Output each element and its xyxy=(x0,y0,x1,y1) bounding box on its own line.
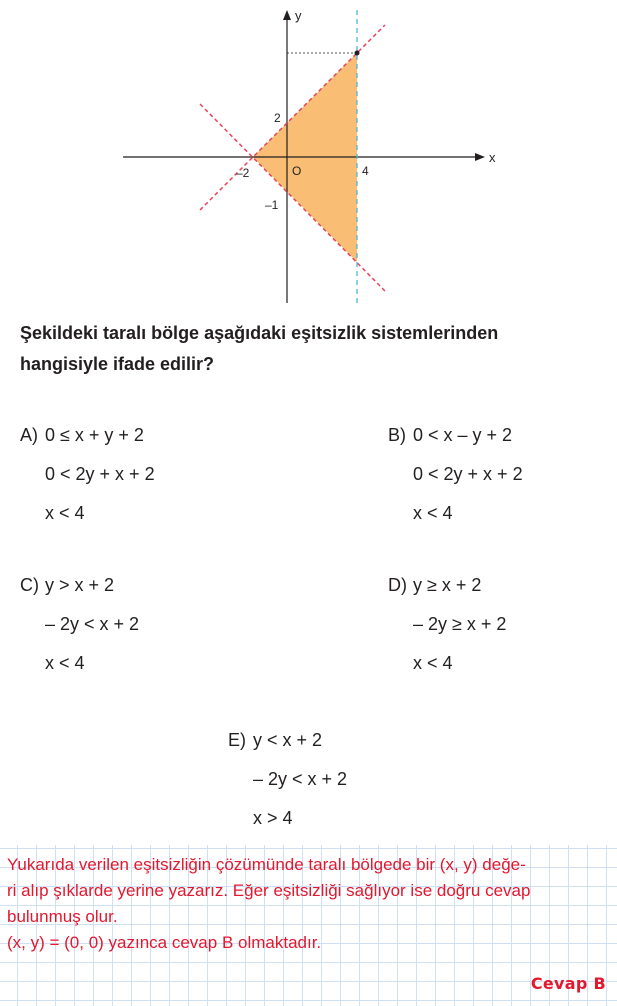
choice-a-line-1: 0 ≤ x + y + 2 xyxy=(45,425,144,445)
choice-d-line-2: – 2y ≥ x + 2 xyxy=(413,614,507,634)
solution-line-1: Yukarıda verilen eşitsizliğin çözümünde taralı bölgede bir (x, y) değe- xyxy=(7,855,526,874)
tick-label-neg2: –2 xyxy=(236,166,250,180)
solution-line-3: bulunmuş olur. xyxy=(7,907,118,926)
solution-box xyxy=(0,845,617,1006)
solution-line-4: (x, y) = (0, 0) yazınca cevap B olmaktadır. xyxy=(7,933,322,952)
choice-e-line-3: x > 4 xyxy=(253,808,293,828)
question-line-2: hangisiyle ifade edilir? xyxy=(20,354,215,374)
answer-label: Cevap B xyxy=(530,974,606,993)
question-text xyxy=(20,318,610,380)
choice-b-line-3: x < 4 xyxy=(413,503,453,523)
choice-e-label: E) xyxy=(228,730,246,750)
choice-d-label: D) xyxy=(388,575,407,595)
tick-label-4: 4 xyxy=(362,164,369,178)
choice-a-line-3: x < 4 xyxy=(45,503,85,523)
choice-b-label: B) xyxy=(388,425,406,445)
origin-label: O xyxy=(292,164,302,178)
choice-b[interactable] xyxy=(388,422,523,539)
choice-b-line-1: 0 < x – y + 2 xyxy=(413,425,513,445)
corner-point xyxy=(355,51,360,56)
solution-text xyxy=(7,852,609,956)
tick-label-neg1: –1 xyxy=(265,198,279,212)
question-line-1: Şekildeki taralı bölge aşağıdaki eşitsizlik sistemlerinden xyxy=(20,323,499,343)
choice-e[interactable] xyxy=(228,727,347,844)
choice-a-label: A) xyxy=(20,425,38,445)
choice-c[interactable] xyxy=(20,572,139,689)
y-axis-arrow-icon xyxy=(283,10,291,20)
y-axis-label: y xyxy=(295,8,302,23)
choice-e-line-2: – 2y < x + 2 xyxy=(253,769,348,789)
choice-a[interactable] xyxy=(20,422,155,539)
solution-line-2: ri alıp şıklarde yerine yazarız. Eğer eşitsizliği sağlıyor ise doğru cevap xyxy=(7,881,531,900)
choice-e-line-1: y < x + 2 xyxy=(253,730,323,750)
choice-d-line-1: y ≥ x + 2 xyxy=(413,575,482,595)
choice-c-line-2: – 2y < x + 2 xyxy=(45,614,140,634)
coordinate-graph xyxy=(0,0,617,312)
choice-d[interactable] xyxy=(388,572,506,689)
choice-c-label: C) xyxy=(20,575,39,595)
choice-d-line-3: x < 4 xyxy=(413,653,453,673)
choice-b-line-2: 0 < 2y + x + 2 xyxy=(413,464,523,484)
tick-label-2: 2 xyxy=(274,111,281,125)
x-axis-arrow-icon xyxy=(475,153,485,161)
choice-c-line-3: x < 4 xyxy=(45,653,85,673)
choice-c-line-1: y > x + 2 xyxy=(45,575,115,595)
x-axis-label: x xyxy=(489,150,496,165)
choice-a-line-2: 0 < 2y + x + 2 xyxy=(45,464,155,484)
